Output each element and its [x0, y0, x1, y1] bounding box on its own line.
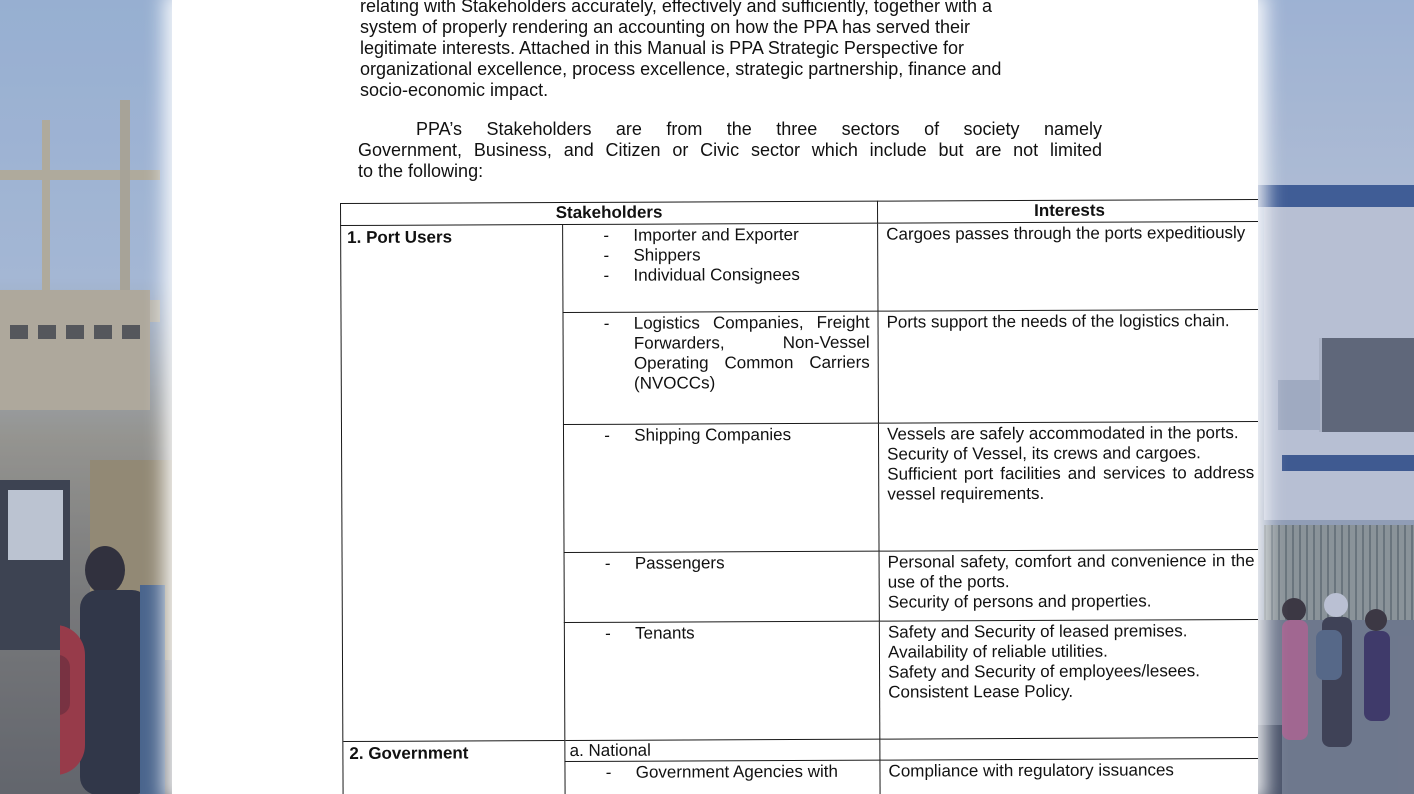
intro-line: socio-economic impact. — [360, 80, 549, 100]
stakeholders-paragraph — [358, 119, 1102, 182]
stakeholder-item: - Passengers — [565, 553, 871, 574]
interest-cell — [879, 549, 1258, 621]
stakeholder-cell — [563, 223, 878, 312]
interest-text: Cargoes passes through the ports expeditiously — [886, 223, 1246, 244]
intro-line: legitimate interests. Attached in this Manual is PPA Strategic Perspective for — [360, 38, 964, 58]
stakeholder-item: - Tenants — [565, 623, 871, 644]
stakeholder-item: - Logistics Companies, Freight Forwarders, Non-Vessel Operating Common Carriers (NVOCCs) — [564, 313, 870, 394]
stakeholder-item: - Shippers — [563, 245, 869, 266]
stakeholder-cell — [565, 621, 880, 740]
category-cell: 2. Government — [343, 741, 565, 794]
header-stakeholders: Stakeholders — [341, 201, 878, 225]
interest-cell — [879, 619, 1258, 739]
intro-paragraph — [360, 0, 1104, 101]
category-cell: 1. Port Users — [341, 225, 565, 742]
stakeholder-item: - Importer and Exporter — [563, 225, 869, 246]
blue-overlay — [0, 0, 175, 794]
interest-text: Sufficient port facilities and services to address vessel requirements. — [887, 463, 1255, 504]
interest-cell — [880, 758, 1258, 794]
stakeholders-line: Government, Business, and Citizen or Civic sector which include but are not limited — [358, 140, 1102, 160]
interest-text: Personal safety, comfort and convenience in the use of the ports. — [887, 551, 1255, 592]
stakeholder-cell — [563, 311, 878, 424]
stakeholder-item: - Government Agencies with — [566, 762, 872, 783]
intro-line: relating with Stakeholders accurately, effectively and sufficiently, together with a — [360, 0, 993, 16]
subheading-cell: a. National — [565, 739, 880, 761]
stakeholders-line: PPA’s Stakeholders are from the three sectors of society namely — [416, 119, 1102, 139]
stakeholder-item: - Shipping Companies — [564, 425, 870, 446]
blue-overlay — [1254, 0, 1414, 794]
interest-text: Security of persons and properties. — [887, 591, 1152, 612]
interest-text: Security of Vessel, its crews and cargoes. — [887, 443, 1201, 464]
intro-line: system of properly rendering an accounting on how the PPA has served their — [360, 17, 971, 37]
interest-text: Safety and Security of leased premises. — [887, 621, 1188, 642]
interest-text: Compliance with regulatory issuances — [888, 760, 1174, 781]
interest-text: Vessels are safely accommodated in the ports. — [887, 423, 1239, 444]
intro-line: organizational excellence, process excellence, strategic partnership, finance and — [360, 59, 1002, 79]
interest-text: Safety and Security of employees/lesees. — [888, 661, 1200, 682]
stakeholders-table — [340, 199, 1258, 794]
table-row — [341, 221, 1258, 313]
stakeholder-cell — [564, 423, 879, 552]
empty-cell — [880, 737, 1258, 760]
header-interests: Interests — [878, 199, 1258, 223]
interest-cell — [878, 221, 1258, 311]
stakeholder-cell — [564, 551, 879, 622]
interest-cell — [878, 309, 1258, 423]
interest-cell — [879, 421, 1258, 551]
background-photo-right — [1254, 0, 1414, 794]
document-page — [172, 0, 1258, 794]
stakeholders-line: to the following: — [358, 161, 484, 181]
stakeholder-cell — [565, 760, 880, 794]
background-photo-left — [0, 0, 175, 794]
stakeholder-item: - Individual Consignees — [563, 265, 869, 286]
interest-text: Availability of reliable utilities. — [887, 641, 1108, 662]
interest-text: Ports support the needs of the logistics chain. — [886, 311, 1230, 332]
interest-text: Consistent Lease Policy. — [888, 681, 1074, 702]
